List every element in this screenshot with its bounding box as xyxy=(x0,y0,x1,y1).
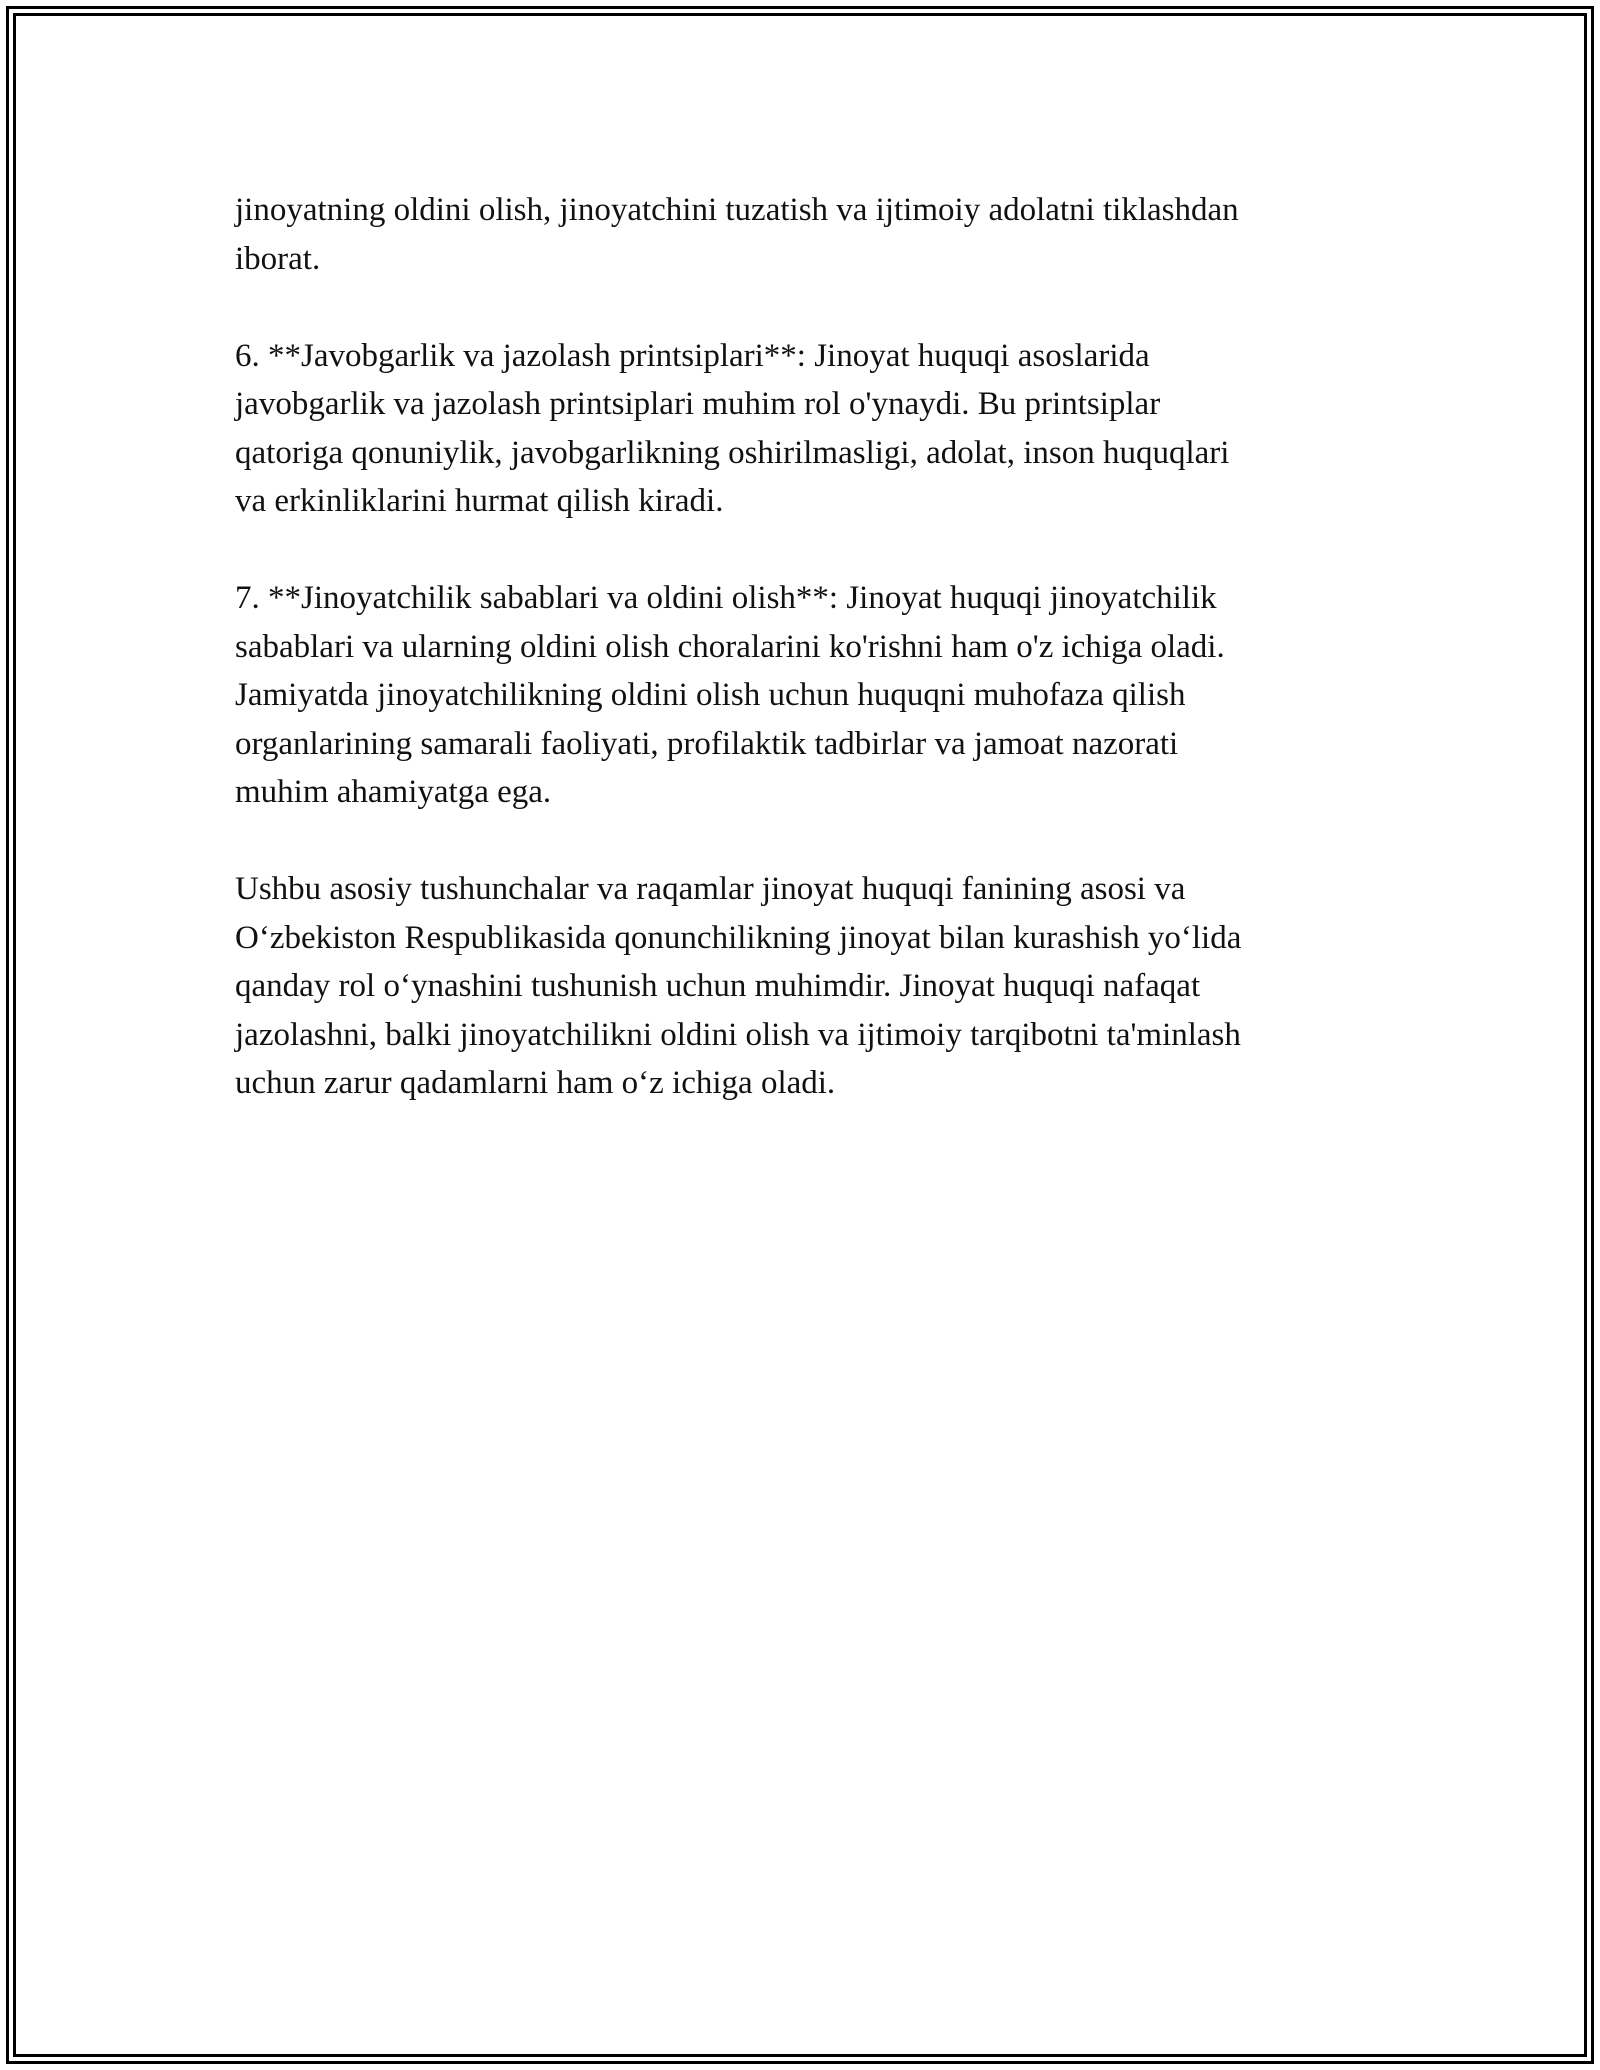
document-body xyxy=(235,186,1370,1108)
paragraph-item-7: 7. **Jinoyatchilik sabablari va oldini olish**: Jinoyat huquqi jinoyatchilik sabablari va ularning oldini olish choralarini ko'rishni ham o'z ichiga oladi. Jamiyatda jinoyatchilikning oldini olish uchun huquqni muhofaza qilish organlarining samarali faoliyati, profilaktik tadbirlar va jamoat nazorati muhim ahamiyatga ega. xyxy=(235,580,1225,810)
paragraph-item-6: 6. **Javobgarlik va jazolash printsiplari**: Jinoyat huquqi asoslarida javobgarlik va jazolash printsiplari muhim rol o'ynaydi. Bu printsiplar qatoriga qonuniylik, javobgarlikning oshirilmasligi, adolat, inson huquqlari va erkinliklarini hurmat qilish kiradi. xyxy=(235,337,1230,519)
paragraph-continuation: jinoyatning oldini olish, jinoyatchini tuzatish va ijtimoiy adolatni tiklashdan iborat. xyxy=(235,192,1239,277)
paragraph-conclusion: Ushbu asosiy tushunchalar va raqamlar jinoyat huquqi fanining asosi va O‘zbekiston Respublikasida qonunchilikning jinoyat bilan kurashish yo‘lida qanday rol o‘ynashini tushunish uchun muhimdir. Jinoyat huquqi nafaqat jazolashni, balki jinoyatchilikni oldini olish va ijtimoiy tarqibotni ta'minlash uchun zarur qadamlarni ham o‘z ichiga oladi. xyxy=(235,871,1242,1101)
